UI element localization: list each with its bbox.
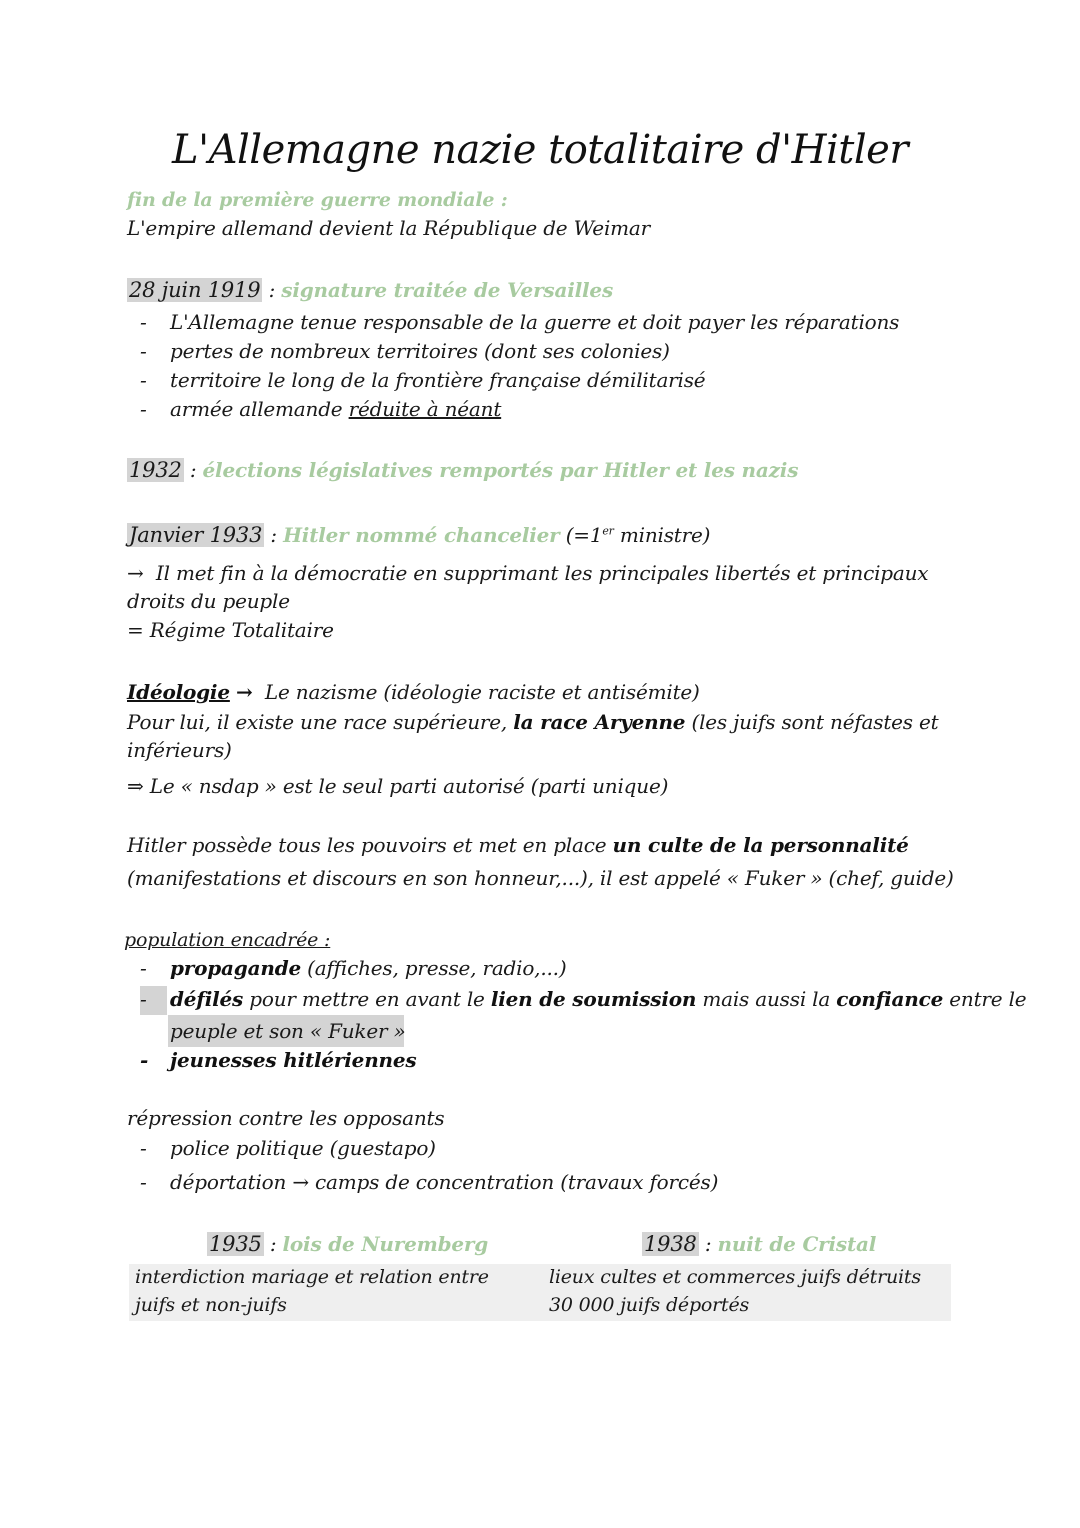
separator: :	[262, 278, 282, 302]
elections-heading-line	[127, 456, 798, 484]
list-item	[140, 308, 899, 336]
list-item-text: mais aussi la	[696, 987, 837, 1011]
bold-text: jeunesses hitlériennes	[170, 1048, 417, 1072]
bullet-dash: -	[140, 310, 147, 334]
note-superscript: er	[602, 524, 614, 538]
list-item	[140, 337, 670, 365]
separator: :	[698, 1232, 718, 1256]
pouvoir-line1	[127, 831, 909, 859]
paragraph-text: Pour lui, il existe une race supérieure,	[127, 710, 514, 734]
list-item	[140, 954, 566, 982]
chancelier-heading-line	[127, 521, 710, 549]
ideologie-line4	[127, 772, 668, 800]
population-heading: population encadrée :	[124, 929, 331, 951]
intro-text: L'empire allemand devient la République de Weimar	[127, 216, 650, 240]
list-item-text: (affiches, presse, radio,...)	[301, 956, 567, 980]
date-highlight: 28 juin 1919	[129, 278, 261, 302]
bold-text: un culte de la personnalité	[612, 833, 909, 857]
note: ministre)	[613, 523, 711, 547]
list-item-text: pour mettre en avant le	[243, 987, 491, 1011]
bullet-dash: -	[140, 1136, 147, 1160]
table-cell: lieux cultes et commerces juifs détruits	[549, 1266, 921, 1288]
list-item-text: pertes de nombreux territoires (dont ses colonies)	[170, 339, 670, 363]
paragraph-text: Hitler possède tous les pouvoirs et met en place	[127, 833, 613, 857]
date-highlight: 1938	[644, 1232, 697, 1256]
list-item-text: police politique (guestapo)	[170, 1136, 436, 1160]
list-item-text: entre le	[943, 987, 1027, 1011]
list-item	[140, 1134, 436, 1162]
intro-heading: fin de la première guerre mondiale :	[127, 189, 508, 211]
double-arrow-icon: ⇒	[127, 774, 144, 798]
paragraph-text: Il met fin à la démocratie en supprimant les principales libertés et principaux	[155, 561, 929, 585]
note: (=1	[559, 523, 603, 547]
bold-text: lien de soumission	[490, 987, 697, 1011]
section-heading: Hitler nommé chancelier	[283, 523, 560, 547]
list-item	[140, 366, 705, 394]
paragraph-text: Le « nsdap » est le seul parti autorisé (parti unique)	[149, 774, 669, 798]
list-item-text: L'Allemagne tenue responsable de la guerre et doit payer les réparations	[170, 310, 900, 334]
section-heading: élections législatives remportés par Hitler et les nazis	[202, 458, 799, 482]
paragraph-text: = Régime Totalitaire	[127, 618, 334, 642]
paragraph-text: (les juifs sont néfastes et	[685, 710, 939, 734]
bullet-dash: -	[140, 397, 147, 421]
date-highlight: 1932	[129, 458, 182, 482]
list-item	[140, 985, 1026, 1013]
date-highlight: 1935	[209, 1232, 262, 1256]
bullet-dash: -	[140, 987, 147, 1011]
bullet-dash: -	[140, 1048, 149, 1072]
chancelier-text-line1	[127, 559, 928, 587]
section-heading: signature traitée de Versailles	[281, 278, 614, 302]
date-highlight: Janvier 1933	[129, 523, 263, 547]
list-item-text: déportation → camps de concentration (travaux forcés)	[170, 1170, 719, 1194]
list-item-text: territoire le long de la frontière française démilitarisé	[170, 368, 706, 392]
repression-heading: répression contre les opposants	[127, 1106, 445, 1130]
table-cell: interdiction mariage et relation entre	[135, 1266, 489, 1288]
arrow-right-icon: →	[236, 680, 253, 704]
underlined-text: réduite à néant	[348, 397, 502, 421]
paragraph-text: inférieurs)	[127, 738, 232, 762]
bold-text: défilés	[170, 987, 244, 1011]
list-item	[140, 1046, 416, 1074]
separator: :	[263, 1232, 283, 1256]
ideologie-line1	[127, 678, 700, 706]
table-cell: 30 000 juifs déportés	[549, 1294, 750, 1316]
bold-text: confiance	[836, 987, 944, 1011]
list-item-continuation: peuple et son « Fuker »	[170, 1019, 406, 1043]
ideologie-label: Idéologie	[127, 680, 230, 704]
paragraph-text: Le nazisme (idéologie raciste et antisémite)	[264, 680, 700, 704]
table-header-1935	[207, 1230, 488, 1258]
arrow-right-icon: →	[127, 561, 144, 585]
versailles-heading-line	[127, 276, 613, 304]
bullet-dash: -	[140, 339, 147, 363]
bold-text: la race Aryenne	[513, 710, 686, 734]
page-title: L'Allemagne nazie totalitaire d'Hitler	[172, 127, 908, 173]
separator: :	[264, 523, 284, 547]
section-heading: lois de Nuremberg	[282, 1232, 489, 1256]
separator: :	[183, 458, 203, 482]
bullet-dash: -	[140, 956, 147, 980]
section-heading: nuit de Cristal	[717, 1232, 877, 1256]
list-item	[140, 395, 501, 423]
bullet-dash: -	[140, 1170, 147, 1194]
paragraph-text: (manifestations et discours en son honneur,...), il est appelé « Fuker » (chef, guide)	[127, 866, 954, 890]
bullet-dash: -	[140, 368, 147, 392]
table-cell: juifs et non-juifs	[135, 1294, 287, 1316]
bold-text: propagande	[170, 956, 301, 980]
ideologie-line2	[127, 708, 939, 736]
list-item	[140, 1168, 718, 1196]
table-header-1938	[642, 1230, 876, 1258]
paragraph-text: droits du peuple	[127, 589, 290, 613]
list-item-text: armée allemande	[170, 397, 349, 421]
